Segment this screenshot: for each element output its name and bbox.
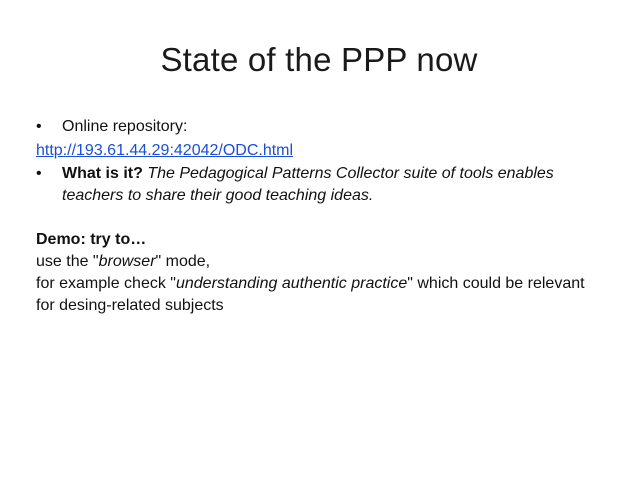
- demo-heading: Demo: try to…: [36, 231, 147, 248]
- bullet-bold-label: What is it?: [62, 165, 143, 182]
- bullet-text: [62, 163, 606, 207]
- demo-line-example: [36, 273, 606, 317]
- demo-line1-prefix: use the ": [36, 253, 99, 270]
- bullet-text: Online repository:: [62, 118, 188, 135]
- bullet-icon: •: [36, 165, 42, 182]
- repository-link[interactable]: http://193.61.44.29:42042/ODC.html: [36, 142, 294, 159]
- bullet-online-repository: [36, 116, 606, 138]
- demo-line1-suffix: " mode,: [155, 253, 211, 270]
- bullet-italic-description: The Pedagogical Patterns Collector suite of tools enables teachers to share their good teaching ideas.: [62, 165, 554, 204]
- demo-line-browser: [36, 251, 606, 273]
- slide-body: [36, 116, 606, 317]
- bullet-what-is-it: [36, 163, 606, 207]
- slide-title: State of the PPP now: [160, 41, 478, 78]
- demo-line2-suffix: " which could be relevant for desing-related subjects: [36, 275, 585, 314]
- bullet-icon: •: [36, 118, 42, 135]
- spacer: [36, 207, 606, 229]
- demo-line1-italic: browser: [98, 253, 156, 270]
- demo-line2-prefix: for example check ": [36, 275, 176, 292]
- demo-line2-italic: understanding authentic practice: [175, 275, 408, 292]
